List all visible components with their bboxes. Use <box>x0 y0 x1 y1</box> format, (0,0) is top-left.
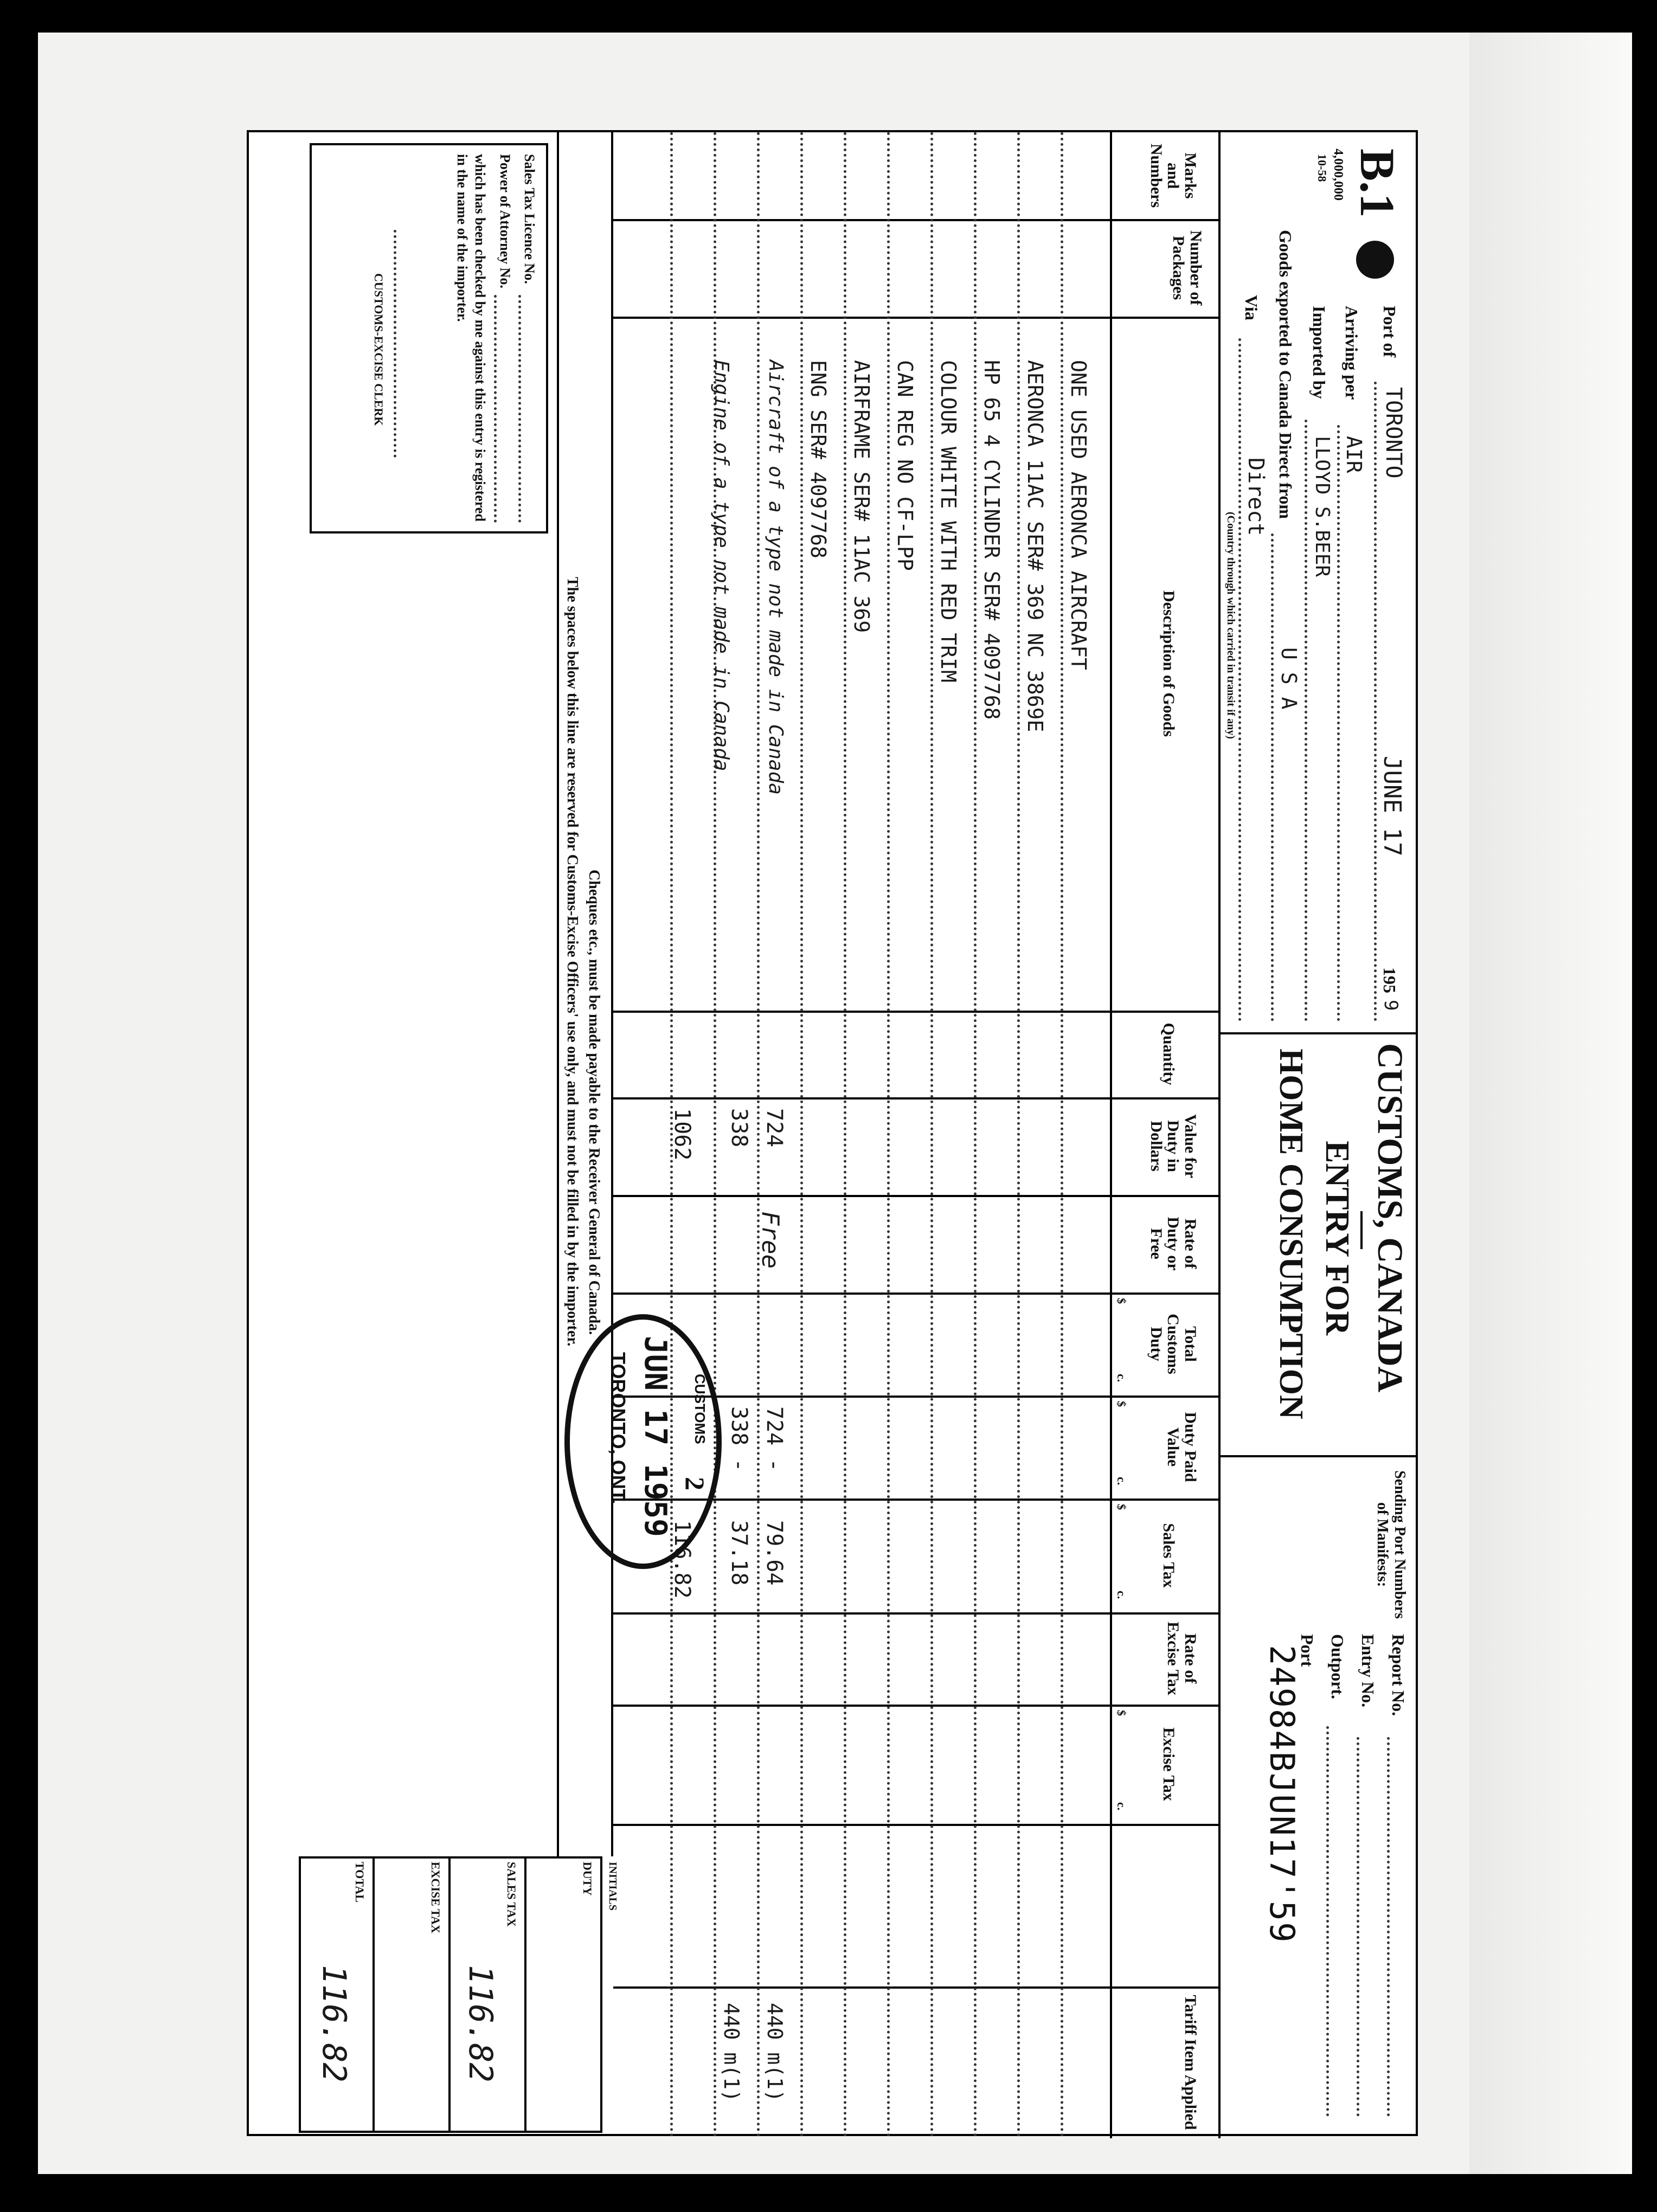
stamp-num: 2 <box>680 1477 710 1490</box>
desc-line: AERONCA 11AC SER# 369 NC 3869E <box>1023 360 1047 732</box>
col-sep-10 <box>613 1705 1221 1707</box>
report-line <box>1387 1737 1390 2117</box>
sales-tax-2: 37.18 <box>727 1520 752 1586</box>
row-guide <box>974 132 977 2138</box>
tariff-2: 440 m(1) <box>720 2003 743 2102</box>
desc-line: Engine of a type not made in Canada <box>710 360 733 771</box>
col-header-value: Value for Duty in Dollars <box>1147 1114 1199 1179</box>
date-value: JUNE 17 <box>1378 756 1406 857</box>
outport-line <box>1326 1726 1329 2117</box>
tariff-1: 440 m(1) <box>763 2003 787 2102</box>
row-guide <box>1061 132 1063 2138</box>
duty-rate: Free <box>756 1211 784 1269</box>
via-label: Via <box>1242 295 1261 320</box>
cert-attorney: Power of Attorney No. <box>497 154 513 288</box>
via-value: Direct <box>1243 458 1268 536</box>
print-date: 10-58 <box>1315 154 1329 182</box>
title-divider <box>1221 1032 1416 1034</box>
desc-line: Aircraft of a type not made in Canada <box>765 360 787 795</box>
duty-paid-2: 338 - <box>727 1406 752 1472</box>
col-header-packages: Number of Packages <box>1170 230 1205 306</box>
via-line <box>1238 338 1241 1021</box>
cert-clerk: CUSTOMS-EXCISE CLERK <box>372 273 386 426</box>
totals-row-3 <box>372 1856 375 2133</box>
table-top <box>1218 132 1221 2138</box>
desc-line: ENG SER# 4097768 <box>806 360 830 559</box>
cert-licence-line <box>518 295 521 523</box>
sending-port: Sending Port Numbers of Manifests: <box>1374 1470 1408 1619</box>
col-sep-9 <box>613 1612 1221 1615</box>
entry-no: Entry No. <box>1358 1634 1378 1708</box>
col-sep-5 <box>613 1195 1221 1197</box>
col-sep-1 <box>613 219 1221 221</box>
col-header-tariff: Tariff Item Applied <box>1181 1995 1199 2130</box>
row-guide <box>800 132 803 2138</box>
title-home: HOME CONSUMPTION <box>1273 1049 1309 1419</box>
form-code: B.1 <box>1350 149 1404 218</box>
stamp-date: JUN 17 1959 <box>638 1336 673 1537</box>
title-customs: CUSTOMS, CANADA <box>1370 1043 1410 1393</box>
duty-paid-1: 724 - <box>762 1406 787 1472</box>
year-hand: 9 <box>1380 1000 1402 1011</box>
entry-stamp: 24984BJUN17'59 <box>1262 1645 1302 1944</box>
imported-label: Imported by <box>1309 306 1329 399</box>
sending-divider <box>1221 1455 1416 1457</box>
col-header-sales-tax: Sales Tax <box>1160 1523 1178 1588</box>
footer-reserved: The spaces below this line are reserved for Customs-Excise Officers' use only, and must not be filled in by the importer. <box>564 577 581 1347</box>
currency-dollar: $ <box>1115 1401 1128 1407</box>
goods-value: U S A <box>1277 647 1301 710</box>
row-guide <box>844 132 846 2138</box>
col-header-description: Description of Goods <box>1160 590 1178 737</box>
totals-row-1 <box>524 1856 526 2133</box>
goods-label: Goods exported to Canada Direct from <box>1276 230 1295 519</box>
value-engine: 338 <box>727 1108 752 1148</box>
desc-line: HP 65 4 CYLINDER SER# 4097768 <box>980 360 1004 720</box>
col-sep-3 <box>613 1011 1221 1013</box>
paper-margin <box>1469 33 1632 2174</box>
crest-icon <box>1356 241 1394 279</box>
col-sep-12 <box>613 1986 1221 1989</box>
title-rule <box>1360 1211 1363 1249</box>
header-bottom <box>1110 132 1112 2138</box>
col-header-duty-paid: Duty Paid Value <box>1164 1412 1199 1482</box>
row-guide <box>887 132 890 2138</box>
imported-value: LLOYD S.BEER <box>1311 436 1333 577</box>
col-sep-4 <box>613 1097 1221 1099</box>
totals-excise-label: EXCISE TAX <box>429 1862 442 1933</box>
footer-cheques: Cheques etc., must be made payable to the Receiver General of Canada. <box>586 870 602 1335</box>
report-no: Report No. <box>1389 1634 1408 1716</box>
col-sep-2 <box>613 317 1221 319</box>
currency-cent: c. <box>1115 1591 1128 1599</box>
arriving-label: Arriving per <box>1342 306 1361 400</box>
scan-edge <box>0 33 38 2174</box>
stamp-dept: CUSTOMS <box>692 1374 708 1444</box>
totals-row-2 <box>448 1856 451 2133</box>
col-sep-11 <box>613 1824 1221 1826</box>
currency-dollar: $ <box>1115 1298 1128 1304</box>
goods-line <box>1271 533 1274 1021</box>
col-header-total-duty: Total Customs Duty <box>1147 1314 1199 1374</box>
port-label: Port of <box>1380 306 1399 358</box>
totals-initials: INITIALS <box>607 1862 619 1911</box>
col-header-rate: Rate of Duty or Free <box>1147 1217 1199 1271</box>
totals-total-value: 116.82 <box>315 1965 353 2082</box>
col-header-quantity: Quantity <box>1160 1023 1178 1085</box>
totals-sales-value: 116.82 <box>461 1965 499 2082</box>
outport: Outport. <box>1328 1634 1347 1699</box>
title-entry: ENTRY FOR <box>1319 1141 1356 1335</box>
currency-dollar: $ <box>1115 1504 1128 1510</box>
entry-line <box>1357 1737 1359 2117</box>
row-guide <box>757 132 760 2138</box>
port-field: Port <box>1298 1634 1317 1667</box>
print-run: 4,000,000 <box>1331 149 1345 201</box>
port-value: TORONTO <box>1381 387 1406 479</box>
col-header-excise-tax: Excise Tax <box>1160 1727 1178 1801</box>
reserved-line <box>557 132 559 1856</box>
desc-line: ONE USED AERONCA AIRCRAFT <box>1067 360 1090 670</box>
sales-tax-total: 116.82 <box>670 1520 695 1599</box>
cert-statement: which has been checked by me against this entry is registered in the name of the importer. <box>454 154 488 522</box>
value-airframe: 724 <box>762 1108 787 1148</box>
via-note: (Country through which carried in transit if any) <box>1225 512 1237 740</box>
col-header-excise-rate: Rate of Excise Tax <box>1164 1622 1199 1695</box>
cert-licence: Sales Tax Licence No. <box>522 154 537 284</box>
year-prefix: 195 <box>1380 967 1399 993</box>
cert-attorney-line <box>494 295 497 523</box>
customs-form <box>247 130 1418 2136</box>
stamp-city: TORONTO, ONT. <box>607 1352 630 1504</box>
currency-cent: c. <box>1115 1374 1128 1382</box>
totals-total-label: TOTAL <box>353 1862 367 1902</box>
totals-duty-label: DUTY <box>581 1862 594 1896</box>
currency-cent: c. <box>1115 1802 1128 1811</box>
col-sep-6 <box>613 1293 1221 1295</box>
arriving-value: AIR <box>1342 436 1366 473</box>
currency-dollar: $ <box>1115 1710 1128 1716</box>
desc-line: CAN REG NO CF-LPP <box>893 360 917 571</box>
port-line <box>1374 382 1377 1021</box>
sales-tax-1: 79.64 <box>762 1520 787 1586</box>
arriving-line <box>1337 425 1340 1021</box>
cert-sign-line <box>394 230 396 458</box>
imported-line <box>1305 420 1307 1021</box>
row-guide <box>1017 132 1020 2138</box>
totals-sales-label: SALES TAX <box>505 1862 518 1927</box>
col-header-marks: Marks and Numbers <box>1147 143 1199 208</box>
table-bottom <box>611 132 613 1856</box>
desc-line: AIRFRAME SER# 11AC 369 <box>850 360 874 633</box>
desc-line: COLOUR WHITE WITH RED TRIM <box>936 360 960 683</box>
currency-cent: c. <box>1115 1477 1128 1486</box>
row-guide <box>930 132 933 2138</box>
value-total: 1062 <box>670 1108 695 1161</box>
